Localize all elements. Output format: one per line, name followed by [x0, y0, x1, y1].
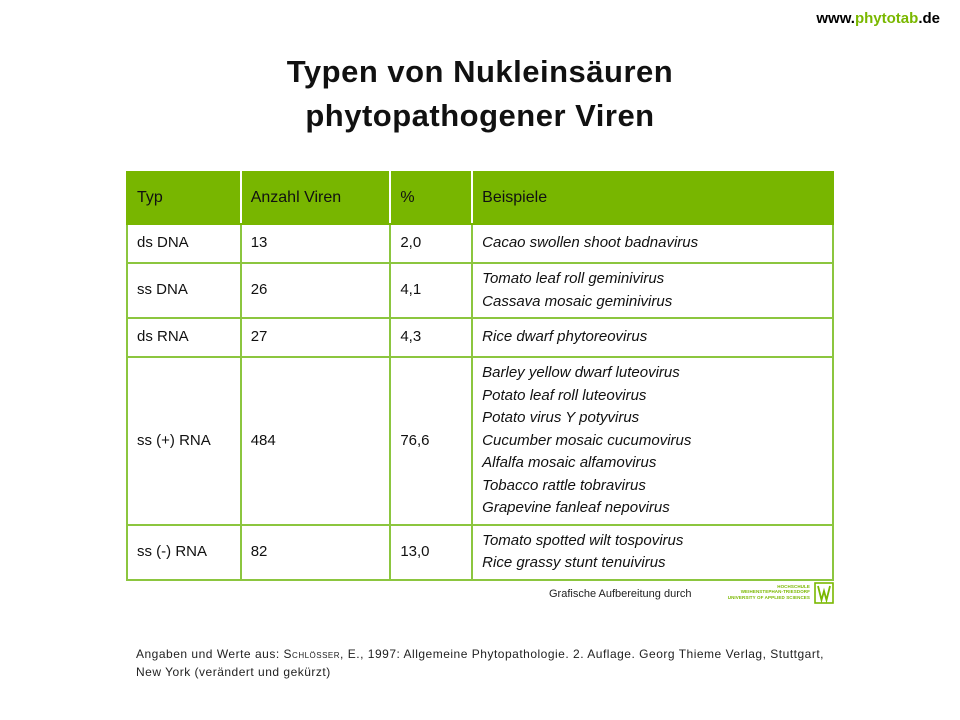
table-row: [127, 263, 833, 318]
title-line-1: Typen von Nukleinsäuren: [286, 54, 674, 89]
header-beispiele: Beispiele: [472, 172, 833, 224]
logo-text: [718, 584, 810, 600]
source-rest: , E., 1997: Allgemeine Phytopathologie. 2. Auflage. Georg Thieme Verlag, Stuttgart, New York (verändert und gekürzt): [136, 647, 824, 679]
cell-anzahl: 27: [241, 318, 391, 357]
example-virus: Rice dwarf phytoreovirus: [482, 328, 648, 346]
table-row: [127, 525, 833, 580]
header-prozent: %: [390, 172, 472, 224]
example-virus: Potato leaf roll luteovirus: [482, 386, 647, 404]
cell-typ: ss DNA: [127, 263, 241, 318]
example-virus: Tobacco rattle tobravirus: [482, 476, 646, 494]
cell-beispiele: [472, 318, 833, 357]
site-url: [816, 10, 940, 27]
logo-mark-icon: [814, 582, 834, 604]
logo-line-1: HOCHSCHULE: [777, 584, 810, 589]
cell-typ: ds RNA: [127, 318, 241, 357]
cell-beispiele: [472, 525, 833, 580]
cell-prozent: 13,0: [390, 525, 472, 580]
cell-prozent: 2,0: [390, 224, 472, 263]
cell-typ: ss (+) RNA: [127, 357, 241, 525]
example-virus: Barley yellow dwarf luteovirus: [482, 364, 680, 381]
cell-prozent: 76,6: [390, 357, 472, 525]
example-virus: Cacao swollen shoot badnavirus: [482, 234, 699, 252]
source-prefix: Angaben und Werte aus:: [136, 647, 284, 661]
logo-line-2: WEIHENSTEPHAN-TRIESDORF: [740, 589, 810, 595]
header-anzahl: Anzahl Viren: [241, 172, 391, 224]
source-author: Schlösser: [283, 647, 341, 661]
title-line-2: phytopathogener Viren: [305, 98, 655, 133]
logo-line-3: UNIVERSITY OF APPLIED SCIENCES: [727, 594, 810, 600]
credit-text: Grafische Aufbereitung durch: [549, 588, 692, 600]
university-logo: [718, 582, 836, 604]
cell-typ: ss (-) RNA: [127, 525, 241, 580]
cell-typ: ds DNA: [127, 224, 241, 263]
example-virus: Grapevine fanleaf nepovirus: [482, 499, 670, 516]
source-citation: [136, 645, 824, 681]
table-row: [127, 357, 833, 525]
site-url-suffix: .de: [918, 10, 940, 27]
example-virus: Potato virus Y potyvirus: [482, 409, 640, 426]
example-virus: Rice grassy stunt tenuivirus: [482, 554, 666, 571]
site-url-prefix: www.: [816, 10, 855, 27]
virus-table: [126, 171, 834, 581]
page-title: [0, 50, 960, 138]
example-virus: Cucumber mosaic cucumovirus: [482, 431, 692, 449]
cell-beispiele: [472, 357, 833, 525]
table-header-row: [127, 172, 833, 224]
table-row: [127, 224, 833, 263]
cell-beispiele: [472, 224, 833, 263]
cell-prozent: 4,1: [390, 263, 472, 318]
table-row: [127, 318, 833, 357]
site-url-brand: phytotab: [854, 10, 919, 27]
example-virus: Cassava mosaic geminivirus: [482, 292, 673, 310]
example-virus: Alfalfa mosaic alfamovirus: [482, 454, 657, 471]
cell-prozent: 4,3: [390, 318, 472, 357]
cell-anzahl: 13: [241, 224, 391, 263]
cell-anzahl: 26: [241, 263, 391, 318]
example-virus: Tomato spotted wilt tospovirus: [482, 531, 684, 549]
example-virus: Tomato leaf roll geminivirus: [482, 270, 665, 287]
header-typ: Typ: [127, 172, 241, 224]
cell-anzahl: 82: [241, 525, 391, 580]
cell-beispiele: [472, 263, 833, 318]
cell-anzahl: 484: [241, 357, 391, 525]
